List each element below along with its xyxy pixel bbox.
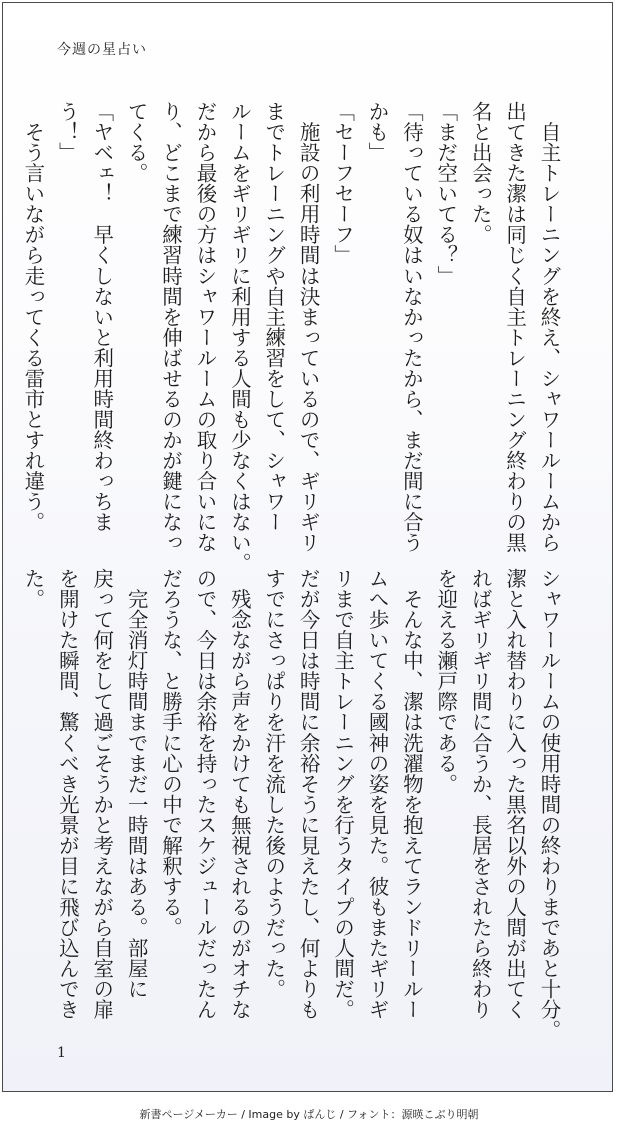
page-number: 1: [57, 1045, 66, 1061]
page-header-title: 今週の星占い: [57, 42, 147, 58]
book-page: [2, 2, 613, 1092]
lower-text-column: シャワールームの使用時間の終わりまであと十分。 潔と入れ替わりに入った黒名以外の人間が出てく ればギリギリ間に合うか、長居をされたら終わり を迎える瀬戸際である。 そんな中、潔は洗濯物を抱えてランドリールー ムへ歩いてくる國神の姿を見た。彼もまたギリギ リまで自主トレーニングを行うタイプの人間だ。 だが今日は時間に余裕そうに見えたし、何よりも すでにさっぱりを汗を流した後のようだった。 残念ながら声をかけても無視されるのがオチな ので、今日は余裕を持ったスケジュールだったん だろうな、と勝手に心の中で解釈する。 完全消灯時間までまだ一時間はある。部屋に 戻って何をして過ごそうかと考えながら自室の扉 を開けた瞬間、驚くべき光景が目に飛び込んでき た。: [20, 568, 561, 1041]
credit-line: 新書ページメーカー / Image by ぱんじ / フォント：源暎こぶり明朝: [139, 1108, 479, 1121]
upper-text-column: 自主トレーニングを終え、シャワールームから 出てきた潔は同じく自主トレーニング終わりの黒 名と出会った。 「まだ空いてる？」 「待っている奴はいなかったから、まだ間に合う かも」 「セーフセーフ」 施設の利用時間は決まっているので、ギリギリ までトレーニングや自主練習をして、シャワー ルームをギリギリに利用する人間も少なくはない。 だから最後の方はシャワールームの取り合いにな り、どこまで練習時間を伸ばせるのかが鍵になっ てくる。 「ヤベェ！ 早くしないと利用時間終わっちま う！」 そう言いながら走ってくる雷市とすれ違う。: [20, 101, 561, 574]
